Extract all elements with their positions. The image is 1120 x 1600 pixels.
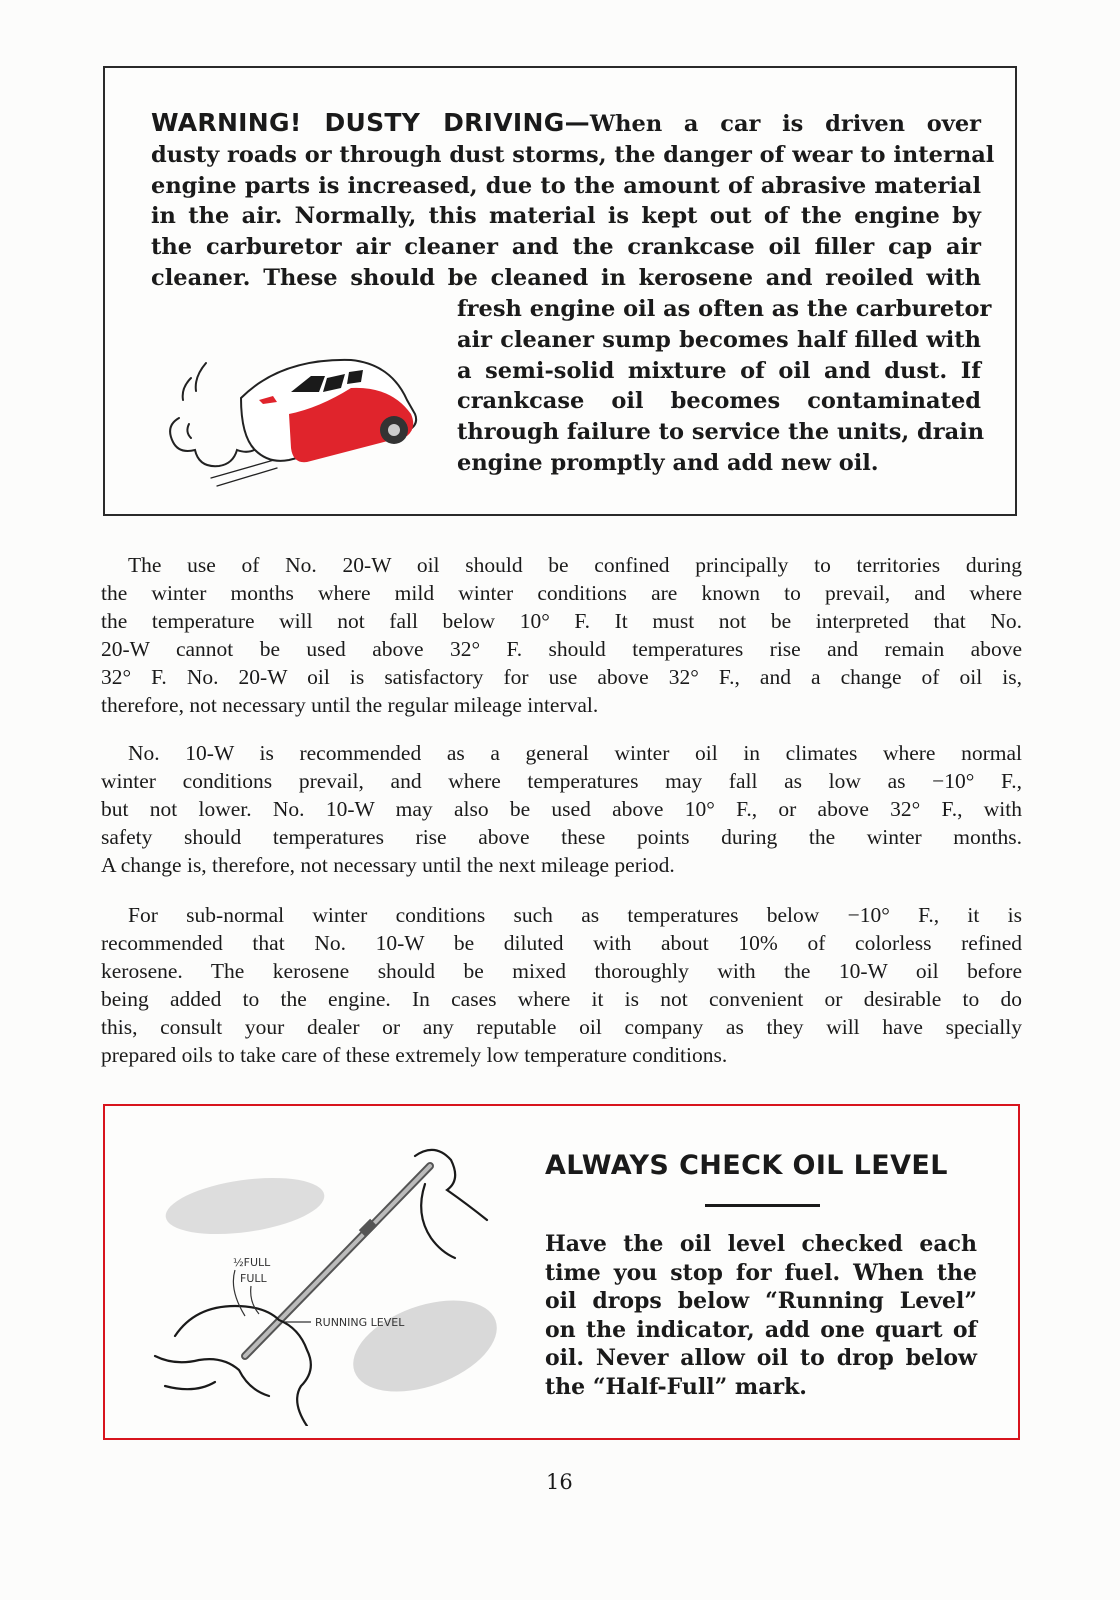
dusty-car-illustration	[151, 338, 441, 498]
paragraph-line: the temperature will not fall below 10° F. It must not be interpreted that No.	[101, 609, 1022, 633]
dusty-driving-warning-box	[103, 66, 1017, 516]
warning-line: cleaner. These should be cleaned in kerosene and reoiled with	[151, 264, 981, 291]
paragraph-line: therefore, not necessary until the regular mileage interval.	[101, 693, 599, 717]
check-oil-level-box	[103, 1104, 1020, 1440]
paragraph-line: being added to the engine. In cases where it is not convenient or desirable to do	[101, 987, 1022, 1011]
warning-line: a semi-solid mixture of oil and dust. If	[457, 357, 981, 384]
instruction-line: Have the oil level checked each	[545, 1231, 977, 1257]
warning-text-full-width	[151, 108, 995, 294]
paragraph-line: kerosene. The kerosene should be mixed thoroughly with the 10-W oil before	[101, 959, 1022, 983]
paragraph-20w-oil	[101, 551, 1022, 719]
paragraph-10w-oil	[101, 739, 1022, 879]
warning-title: WARNING! DUSTY DRIVING—	[151, 108, 590, 137]
instruction-line: time you stop for fuel. When the	[545, 1259, 977, 1286]
paragraph-line: No. 10-W is recommended as a general winter oil in climates where normal	[128, 741, 1022, 765]
heading-divider	[705, 1204, 820, 1207]
paragraph-line: The use of No. 20-W oil should be confined principally to territories during	[128, 553, 1022, 577]
paragraph-line: A change is, therefore, not necessary until the next mileage period.	[101, 853, 675, 877]
warning-line: through failure to service the units, drain	[457, 419, 985, 446]
oil-level-heading: ALWAYS CHECK OIL LEVEL	[545, 1150, 948, 1181]
paragraph-line: safety should temperatures rise above these points during the winter months.	[101, 825, 1022, 849]
oil-level-instructions	[545, 1230, 977, 1402]
instruction-line: on the indicator, add one quart of	[545, 1316, 977, 1343]
paragraph-line: the winter months where mild winter conditions are known to prevail, and where	[101, 581, 1022, 605]
paragraph-line: but not lower. No. 10-W may also be used above 10° F., or above 32° F., with	[101, 797, 1022, 821]
warning-line: engine parts is increased, due to the amount of abrasive material	[151, 172, 981, 199]
warning-line: engine promptly and add new oil.	[457, 449, 879, 476]
paragraph-line: winter conditions prevail, and where temperatures may fall as low as −10° F.,	[101, 769, 1022, 793]
running-level-label: RUNNING LEVEL	[315, 1316, 405, 1329]
warning-line: dusty roads or through dust storms, the danger of wear to internal	[151, 141, 995, 168]
warning-line: air cleaner sump becomes half filled with	[457, 326, 981, 353]
instruction-line: oil. Never allow oil to drop below	[545, 1345, 977, 1372]
dipstick-illustration	[135, 1136, 515, 1426]
warning-line: in the air. Normally, this material is kept out of the engine by	[151, 203, 981, 230]
instruction-line: oil drops below “Running Level”	[545, 1288, 977, 1315]
paragraph-line: recommended that No. 10-W be diluted with about 10% of colorless refined	[101, 931, 1022, 955]
full-label: FULL	[240, 1272, 267, 1285]
half-full-label: ½FULL	[233, 1256, 271, 1269]
page-number: 16	[546, 1470, 573, 1494]
instruction-line: the “Half-Full” mark.	[545, 1373, 807, 1400]
paragraph-line: 20-W cannot be used above 32° F. should temperatures rise and remain above	[101, 637, 1022, 661]
paragraph-line: For sub-normal winter conditions such as temperatures below −10° F., it is	[128, 903, 1022, 927]
paragraph-line: 32° F. No. 20-W oil is satisfactory for use above 32° F., and a change of oil is,	[101, 665, 1022, 689]
warning-line: When a car is driven over	[589, 111, 981, 137]
warning-first-line	[151, 108, 981, 140]
warning-line: the carburetor air cleaner and the crankcase oil filler cap air	[151, 234, 981, 261]
paragraph-line: this, consult your dealer or any reputable oil company as they will have specially	[101, 1015, 1022, 1039]
paragraph-line: prepared oils to take care of these extremely low temperature conditions.	[101, 1043, 728, 1067]
warning-line: fresh engine oil as often as the carburetor	[457, 296, 992, 322]
warning-text-wrapped	[457, 294, 992, 479]
paragraph-sub-normal-conditions	[101, 901, 1022, 1069]
warning-line: crankcase oil becomes contaminated	[457, 388, 981, 415]
